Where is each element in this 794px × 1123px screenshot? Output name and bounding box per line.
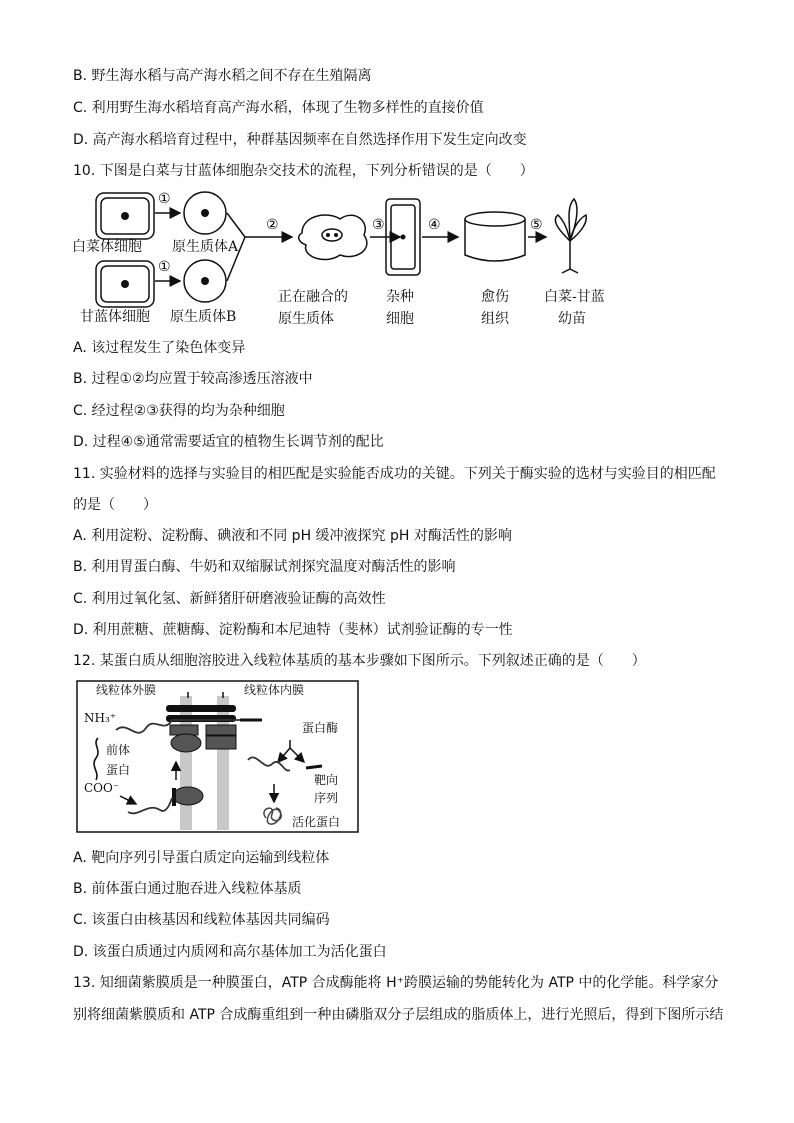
text-line: C. 经过程②③获得的均为杂种细胞 <box>73 403 285 419</box>
text-line: 的是（ ） <box>73 497 157 513</box>
label-outer-membrane: 线粒体外膜 <box>96 683 157 697</box>
label-callus-1: 愈伤 <box>481 289 509 305</box>
text-line: 别将细菌紫膜质和 ATP 合成酶重组到一种由磷脂双分子层组成的脂质体上，进行光照后，得到下图所示结 <box>73 1007 724 1023</box>
text-line: C. 利用野生海水稻培育高产海水稻，体现了生物多样性的直接价值 <box>73 100 484 116</box>
callus-dish-shape <box>465 212 525 226</box>
label-target-2: 序列 <box>314 791 339 805</box>
text-line: B. 野生海水稻与高产海水稻之间不存在生殖隔离 <box>73 68 372 84</box>
label-seedling-1: 白菜-甘蓝 <box>544 289 605 305</box>
label-protease: 蛋白酶 <box>302 721 339 735</box>
label-seedling-2: 幼苗 <box>558 311 586 327</box>
label-nh3: NH₃⁺ <box>84 711 117 725</box>
precursor-complex-top <box>171 734 201 752</box>
figure-mitochondrial-import <box>76 680 360 834</box>
label-callus-2: 组织 <box>481 311 509 327</box>
text-line: A. 靶向序列引导蛋白质定向运输到线粒体 <box>73 850 330 866</box>
label-protoplast-a: 原生质体A <box>172 239 239 255</box>
label-protoplast-b: 原生质体B <box>170 309 237 325</box>
label-ganlan-cell: 甘蓝体细胞 <box>80 309 150 325</box>
precursor-complex-bottom <box>173 787 203 805</box>
label-coo: COO⁻ <box>84 781 120 795</box>
label-hybrid-1: 杂种 <box>386 289 414 305</box>
label-baicai-cell: 白菜体细胞 <box>72 239 142 255</box>
text-line: B. 过程①②均应置于较高渗透压溶液中 <box>73 371 313 387</box>
text-line: D. 利用蔗糖、蔗糖酶、淀粉酶和本尼迪特（斐林）试剂验证酶的专一性 <box>73 622 513 638</box>
text-line: 12. 某蛋白质从细胞溶胶进入线粒体基质的基本步骤如下图所示。下列叙述正确的是（ ） <box>73 653 646 669</box>
step-4: ④ <box>428 217 441 233</box>
seedling-shape <box>555 199 586 273</box>
label-precursor-1: 前体 <box>106 743 131 757</box>
label-target-1: 靶向 <box>314 773 339 787</box>
label-inner-membrane: 线粒体内膜 <box>244 683 305 697</box>
text-line: C. 该蛋白由核基因和线粒体基因共同编码 <box>73 912 330 928</box>
label-fusing-2: 原生质体 <box>278 311 334 327</box>
text-line: 13. 知细菌紫膜质是一种膜蛋白，ATP 合成酶能将 H⁺跨膜运输的势能转化为 ATP 中的化学能。科学家分 <box>73 975 719 991</box>
text-line: C. 利用过氧化氢、新鲜猪肝研磨液验证酶的高效性 <box>73 591 386 607</box>
fusing-protoplast-shape <box>299 215 367 259</box>
text-line: 11. 实验材料的选择与实验目的相匹配是实验能否成功的关键。下列关于酶实验的选材与实验目的相匹配 <box>73 466 716 482</box>
text-line: 10. 下图是白菜与甘蓝体细胞杂交技术的流程，下列分析错误的是（ ） <box>73 163 534 179</box>
figure-cell-hybridization <box>70 185 630 335</box>
label-active-protein: 活化蛋白 <box>292 815 341 829</box>
step-2: ② <box>266 217 279 233</box>
text-line: B. 利用胃蛋白酶、牛奶和双缩脲试剂探究温度对酶活性的影响 <box>73 559 456 575</box>
step-5: ⑤ <box>530 217 543 233</box>
label-hybrid-2: 细胞 <box>386 311 414 327</box>
step-1b: ① <box>158 259 171 275</box>
text-line: A. 利用淀粉、淀粉酶、碘液和不同 pH 缓冲液探究 pH 对酶活性的影响 <box>73 528 512 544</box>
text-line: B. 前体蛋白通过胞吞进入线粒体基质 <box>73 881 302 897</box>
label-precursor-2: 蛋白 <box>106 763 131 777</box>
text-line: D. 过程④⑤通常需要适宜的植物生长调节剂的配比 <box>73 434 384 450</box>
text-line: D. 高产海水稻培育过程中，种群基因频率在自然选择作用下发生定向改变 <box>73 132 527 148</box>
label-fusing-1: 正在融合的 <box>278 289 348 305</box>
step-1a: ① <box>158 191 171 207</box>
step-3: ③ <box>372 217 385 233</box>
text-line: A. 该过程发生了染色体变异 <box>73 340 246 356</box>
text-line: D. 该蛋白质通过内质网和高尔基体加工为活化蛋白 <box>73 944 387 960</box>
